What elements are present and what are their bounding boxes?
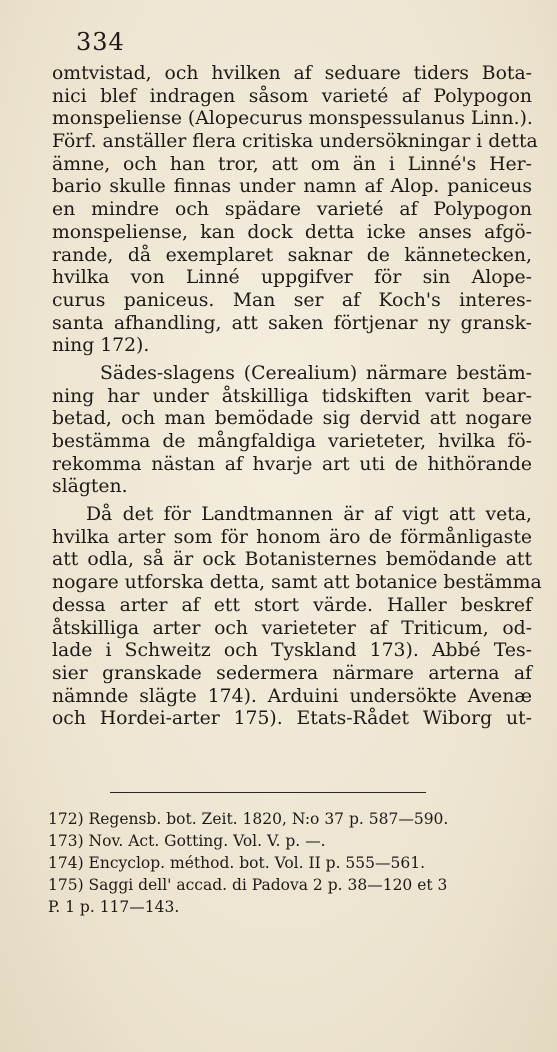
text-line: curus paniceus. Man ser af Koch's interes- <box>52 289 532 311</box>
footnote-divider <box>110 792 426 793</box>
text-line: åtskilliga arter och varieteter af Triticum, od- <box>52 617 532 639</box>
footnote: 175) Saggi dell' accad. di Padova 2 p. 38—120 et 3 <box>48 876 448 894</box>
footnote-continuation: P. 1 p. 117—143. <box>48 898 180 916</box>
text-line: rande, då exemplaret saknar de kännetecken, <box>52 244 532 266</box>
text-line: nogare utforska detta, samt att botanice bestämma <box>52 572 542 594</box>
text-line: bestämma de mångfaldiga varieteter, hvilka fö- <box>52 431 532 452</box>
text-line: lade i Schweitz och Tyskland 173). Abbé Tes- <box>52 640 532 662</box>
text-line: en mindre och spädare varieté af Polypogon <box>52 199 532 221</box>
text-line: monspeliense (Alopecurus monspessulanus Linn.). <box>52 108 533 130</box>
text-line: monspeliense, kan dock detta icke anses afgö- <box>52 221 532 243</box>
text-line: Förf. anställer flera critiska undersökningar i detta <box>52 131 538 153</box>
text-line: rekomma nästan af hvarje art uti de hithörande <box>52 453 532 475</box>
text-line: hvilka arter som för honom äro de förmånligaste <box>52 526 532 548</box>
text-line: nämnde slägte 174). Arduini undersökte Avenæ <box>52 685 532 707</box>
text-line: santa afhandling, att saken förtjenar ny gransk- <box>52 312 532 334</box>
footnote: 172) Regensb. bot. Zeit. 1820, N:o 37 p. 587—590. <box>48 810 449 828</box>
text-line: nici blef indragen såsom varieté af Polypogon <box>52 85 532 107</box>
text-line: sier granskade sedermera närmare arterna af <box>52 662 532 684</box>
text-line: ning 172). <box>52 335 150 357</box>
footnote: 173) Nov. Act. Gotting. Vol. V. p. —. <box>48 832 326 850</box>
page-number: 334 <box>76 28 125 56</box>
text-line: Sädes-slagens (Cerealium) närmare bestäm- <box>100 362 532 384</box>
text-line: ning har under åtskilliga tidskiften varit bear- <box>52 385 532 407</box>
footnote: 174) Encyclop. méthod. bot. Vol. II p. 555—561. <box>48 854 426 872</box>
footnotes <box>48 808 534 918</box>
text-line: dessa arter af ett stort värde. Haller beskref <box>52 594 532 616</box>
body-text <box>52 63 542 731</box>
text-line: bario skulle finnas under namn af Alop. paniceus <box>52 176 532 198</box>
text-line: slägten. <box>52 476 128 498</box>
text-line: att odla, så är ock Botanisternes bemödande att <box>52 549 532 571</box>
text-line: betad, och man bemödade sig dervid att nogare <box>52 408 532 430</box>
text-line: ämne, och han tror, att om än i Linné's Her- <box>52 153 532 175</box>
text-line: hvilka von Linné uppgifver för sin Alope- <box>52 267 532 289</box>
text-line: omtvistad, och hvilken af seduare tiders Bota- <box>52 63 532 84</box>
text-line: och Hordei-arter 175). Etats-Rådet Wiborg ut- <box>52 708 532 730</box>
text-line: Då det för Landtmannen är af vigt att veta, <box>86 504 532 526</box>
